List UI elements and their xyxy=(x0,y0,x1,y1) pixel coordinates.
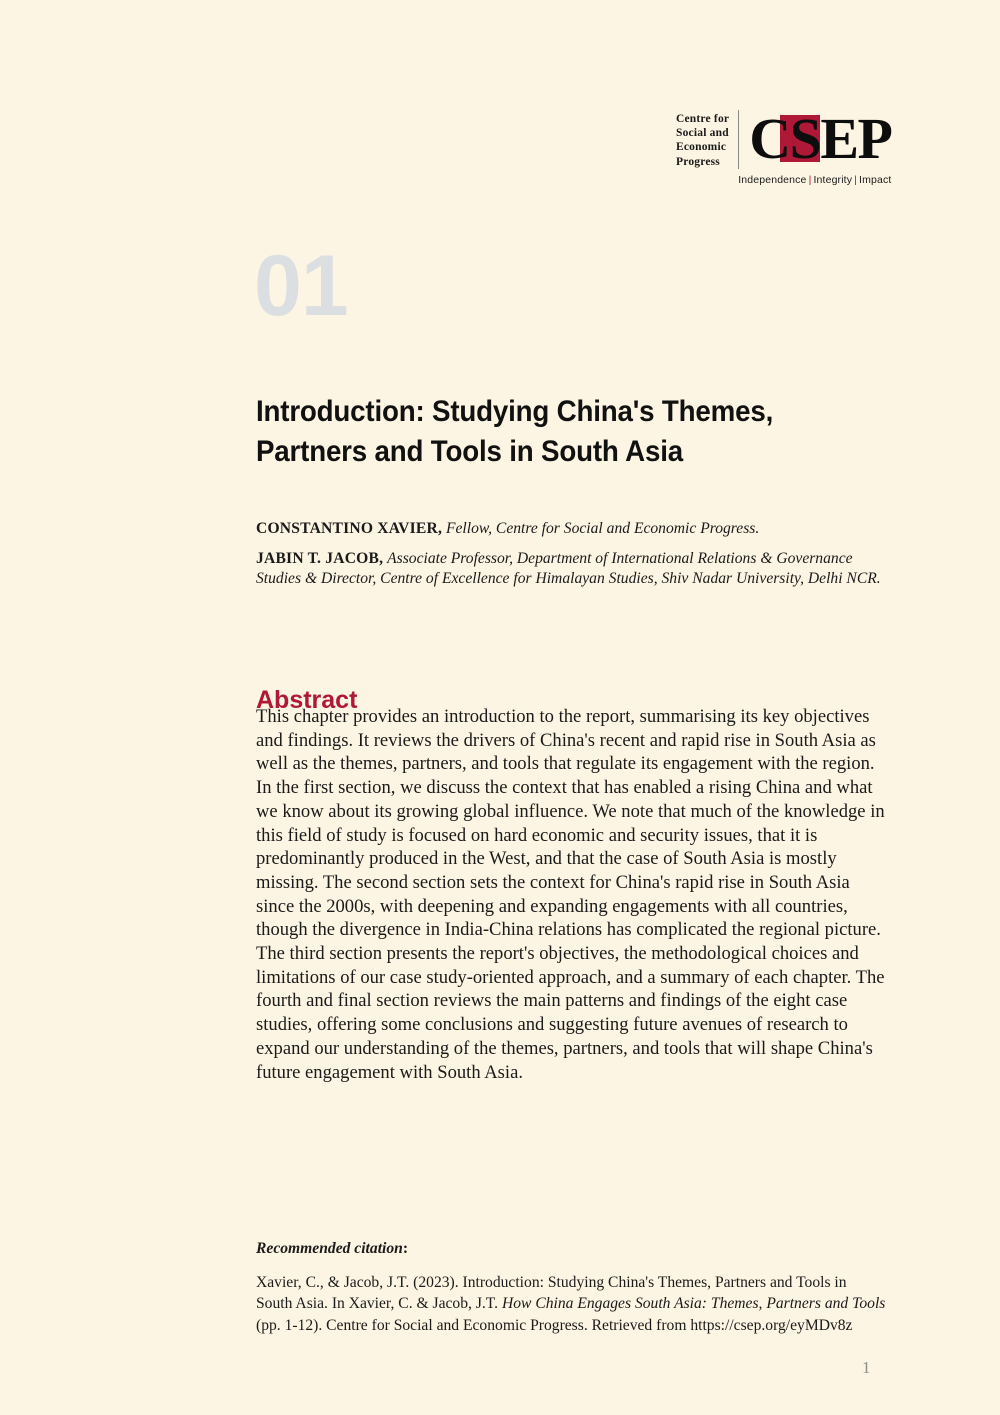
tagline-separator-1: | xyxy=(808,173,812,186)
citation-label-text: Recommended citation xyxy=(256,1240,403,1257)
logo-org-line-1: Centre for xyxy=(676,113,730,125)
logo-acronym: CSEP xyxy=(749,106,892,172)
page-number: 1 xyxy=(862,1358,871,1377)
tagline-independence: Independence xyxy=(738,173,807,186)
author-entry xyxy=(256,549,896,590)
author-affiliation: Fellow, Centre for Social and Economic Progress. xyxy=(445,520,760,537)
page-title: Introduction: Studying China's Themes, Partners and Tools in South Asia xyxy=(256,394,774,468)
citation-label xyxy=(256,1238,886,1260)
author-name: JABIN T. JACOB, xyxy=(256,549,384,567)
logo-org-name xyxy=(676,110,739,169)
logo-org-line-2: Social and xyxy=(676,127,729,140)
author-entry xyxy=(256,519,896,540)
citation-part-1: Xavier, C., & Jacob, J.T. (2023). Introduction: Studying China's Themes, Partners and Tools in South Asia. In Xavier, C. & Jacob, J.T. xyxy=(256,1273,847,1312)
citation-text xyxy=(256,1272,886,1337)
chapter-number: 01 xyxy=(254,238,348,334)
citation-book-title: How China Engages South Asia: Themes, Partners and Tools xyxy=(501,1295,886,1312)
citation-label-colon: : xyxy=(402,1240,409,1257)
citation-part-2: (pp. 1-12). Centre for Social and Economic Progress. Retrieved from https://csep.org/eyMDv8z xyxy=(256,1316,853,1334)
logo-org-line-4: Progress xyxy=(676,155,720,168)
abstract-heading: Abstract xyxy=(256,685,358,714)
abstract-body: This chapter provides an introduction to the report, summarising its key objectives and findings. It reviews the drivers of China's recent and rapid rise in South Asia as well as the themes, partners, and tools that regulate its engagement with the region. In the first section, we discuss the context that has enabled a rising China and what we know about its growing global influence. We note that much of the knowledge in this field of study is focused on hard economic and security issues, that it is predominantly produced in the West, and that the case of South Asia is mostly missing. The second section sets the context for China's rapid rise in South Asia since the 2000s, with deepening and expanding engagements with all countries, though the divergence in India-China relations has complicated the regional picture. The third section presents the report's objectives, the methodological choices and limitations of our case study-oriented approach, and a summary of each chapter. The fourth and final section reviews the main patterns and findings of the eight case studies, offering some conclusions and suggesting future avenues of research to expand our understanding of the themes, partners, and tools that will shape China's future engagement with South Asia. xyxy=(256,706,885,1083)
author-list xyxy=(256,519,896,590)
logo-acronym-group xyxy=(739,106,892,172)
logo-org-line-3: Economic xyxy=(676,141,727,154)
logo-main xyxy=(676,106,892,172)
tagline-separator-2: | xyxy=(854,173,858,186)
author-name: CONSTANTINO XAVIER, xyxy=(256,520,443,537)
author-affiliation: Associate Professor, Department of International Relations & Governance Studies & Director, Centre of Excellence for Himalayan Studies, Shiv Nadar University, Delhi NCR. xyxy=(256,549,881,587)
csep-logo xyxy=(676,106,892,186)
tagline-integrity: Integrity xyxy=(813,173,853,186)
logo-tagline xyxy=(738,174,891,186)
recommended-citation xyxy=(256,1238,886,1336)
tagline-impact: Impact xyxy=(859,173,892,186)
